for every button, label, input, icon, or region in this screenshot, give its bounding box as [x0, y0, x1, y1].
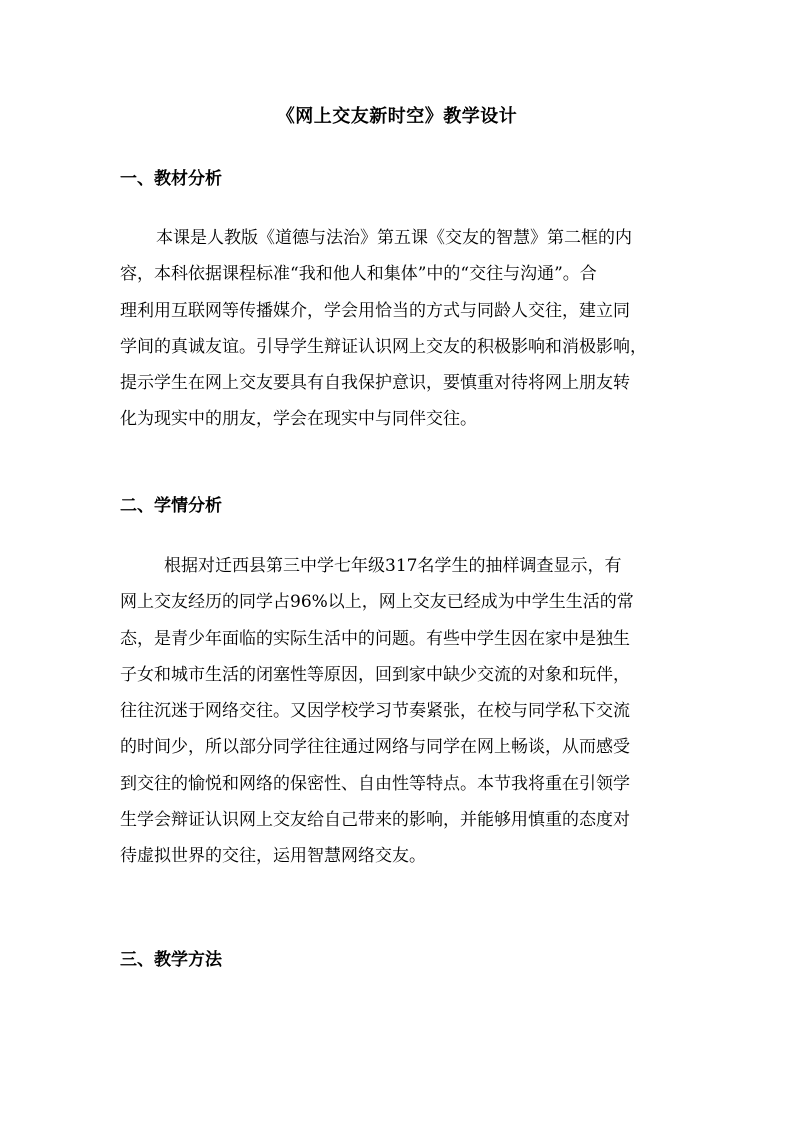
- paragraph-line: 学间的真诚友谊。引导学生辩证认识网上交友的积极影响和消极影响，: [120, 336, 647, 357]
- paragraph-line: 理利用互联网等传播媒介，学会用恰当的方式与同龄人交往，建立同: [120, 300, 630, 321]
- paragraph-line: 提示学生在网上交友要具有自我保护意识，要慎重对待将网上朋友转: [120, 373, 630, 394]
- paragraph-line: 网上交友经历的同学占96%以上，网上交友已经成为中学生生活的常: [120, 592, 634, 613]
- paragraph-line: 往往沉迷于网络交往。又因学校学习节奏紧张，在校与同学私下交流: [120, 701, 630, 722]
- document-title: 《网上交友新时空》教学设计: [276, 106, 518, 127]
- paragraph-textbook-analysis: [120, 220, 676, 438]
- section-heading-textbook-analysis: 一、教材分析: [120, 169, 222, 189]
- paragraph-line: 的时间少，所以部分同学往往通过网络与同学在网上畅谈，从而感受: [120, 737, 630, 758]
- paragraph-line: 根据对迁西县第三中学七年级317名学生的抽样调查显示，有: [164, 556, 622, 576]
- paragraph-line: 到交往的愉悦和网络的保密性、自由性等特点。本节我将重在引领学: [120, 773, 630, 794]
- paragraph-student-analysis: [120, 548, 676, 875]
- section-heading-student-analysis: 二、学情分析: [120, 496, 222, 516]
- paragraph-line: 态，是青少年面临的实际生活中的问题。有些中学生因在家中是独生: [120, 628, 630, 649]
- paragraph-line: 生学会辩证认识网上交友给自己带来的影响，并能够用慎重的态度对: [120, 810, 630, 831]
- paragraph-line: 子女和城市生活的闭塞性等原因，回到家中缺少交流的对象和玩伴，: [120, 664, 630, 685]
- paragraph-line: 待虚拟世界的交往，运用智慧网络交友。: [120, 846, 426, 867]
- paragraph-line: 容，本科依据课程标准“我和他人和集体”中的“交往与沟通”。合: [120, 264, 597, 285]
- paragraph-line: 本课是人教版《道德与法治》第五课《交友的智慧》第二框的内: [156, 228, 632, 248]
- paragraph-line: 化为现实中的朋友，学会在现实中与同伴交往。: [120, 409, 477, 430]
- section-heading-teaching-methods: 三、教学方法: [120, 950, 222, 970]
